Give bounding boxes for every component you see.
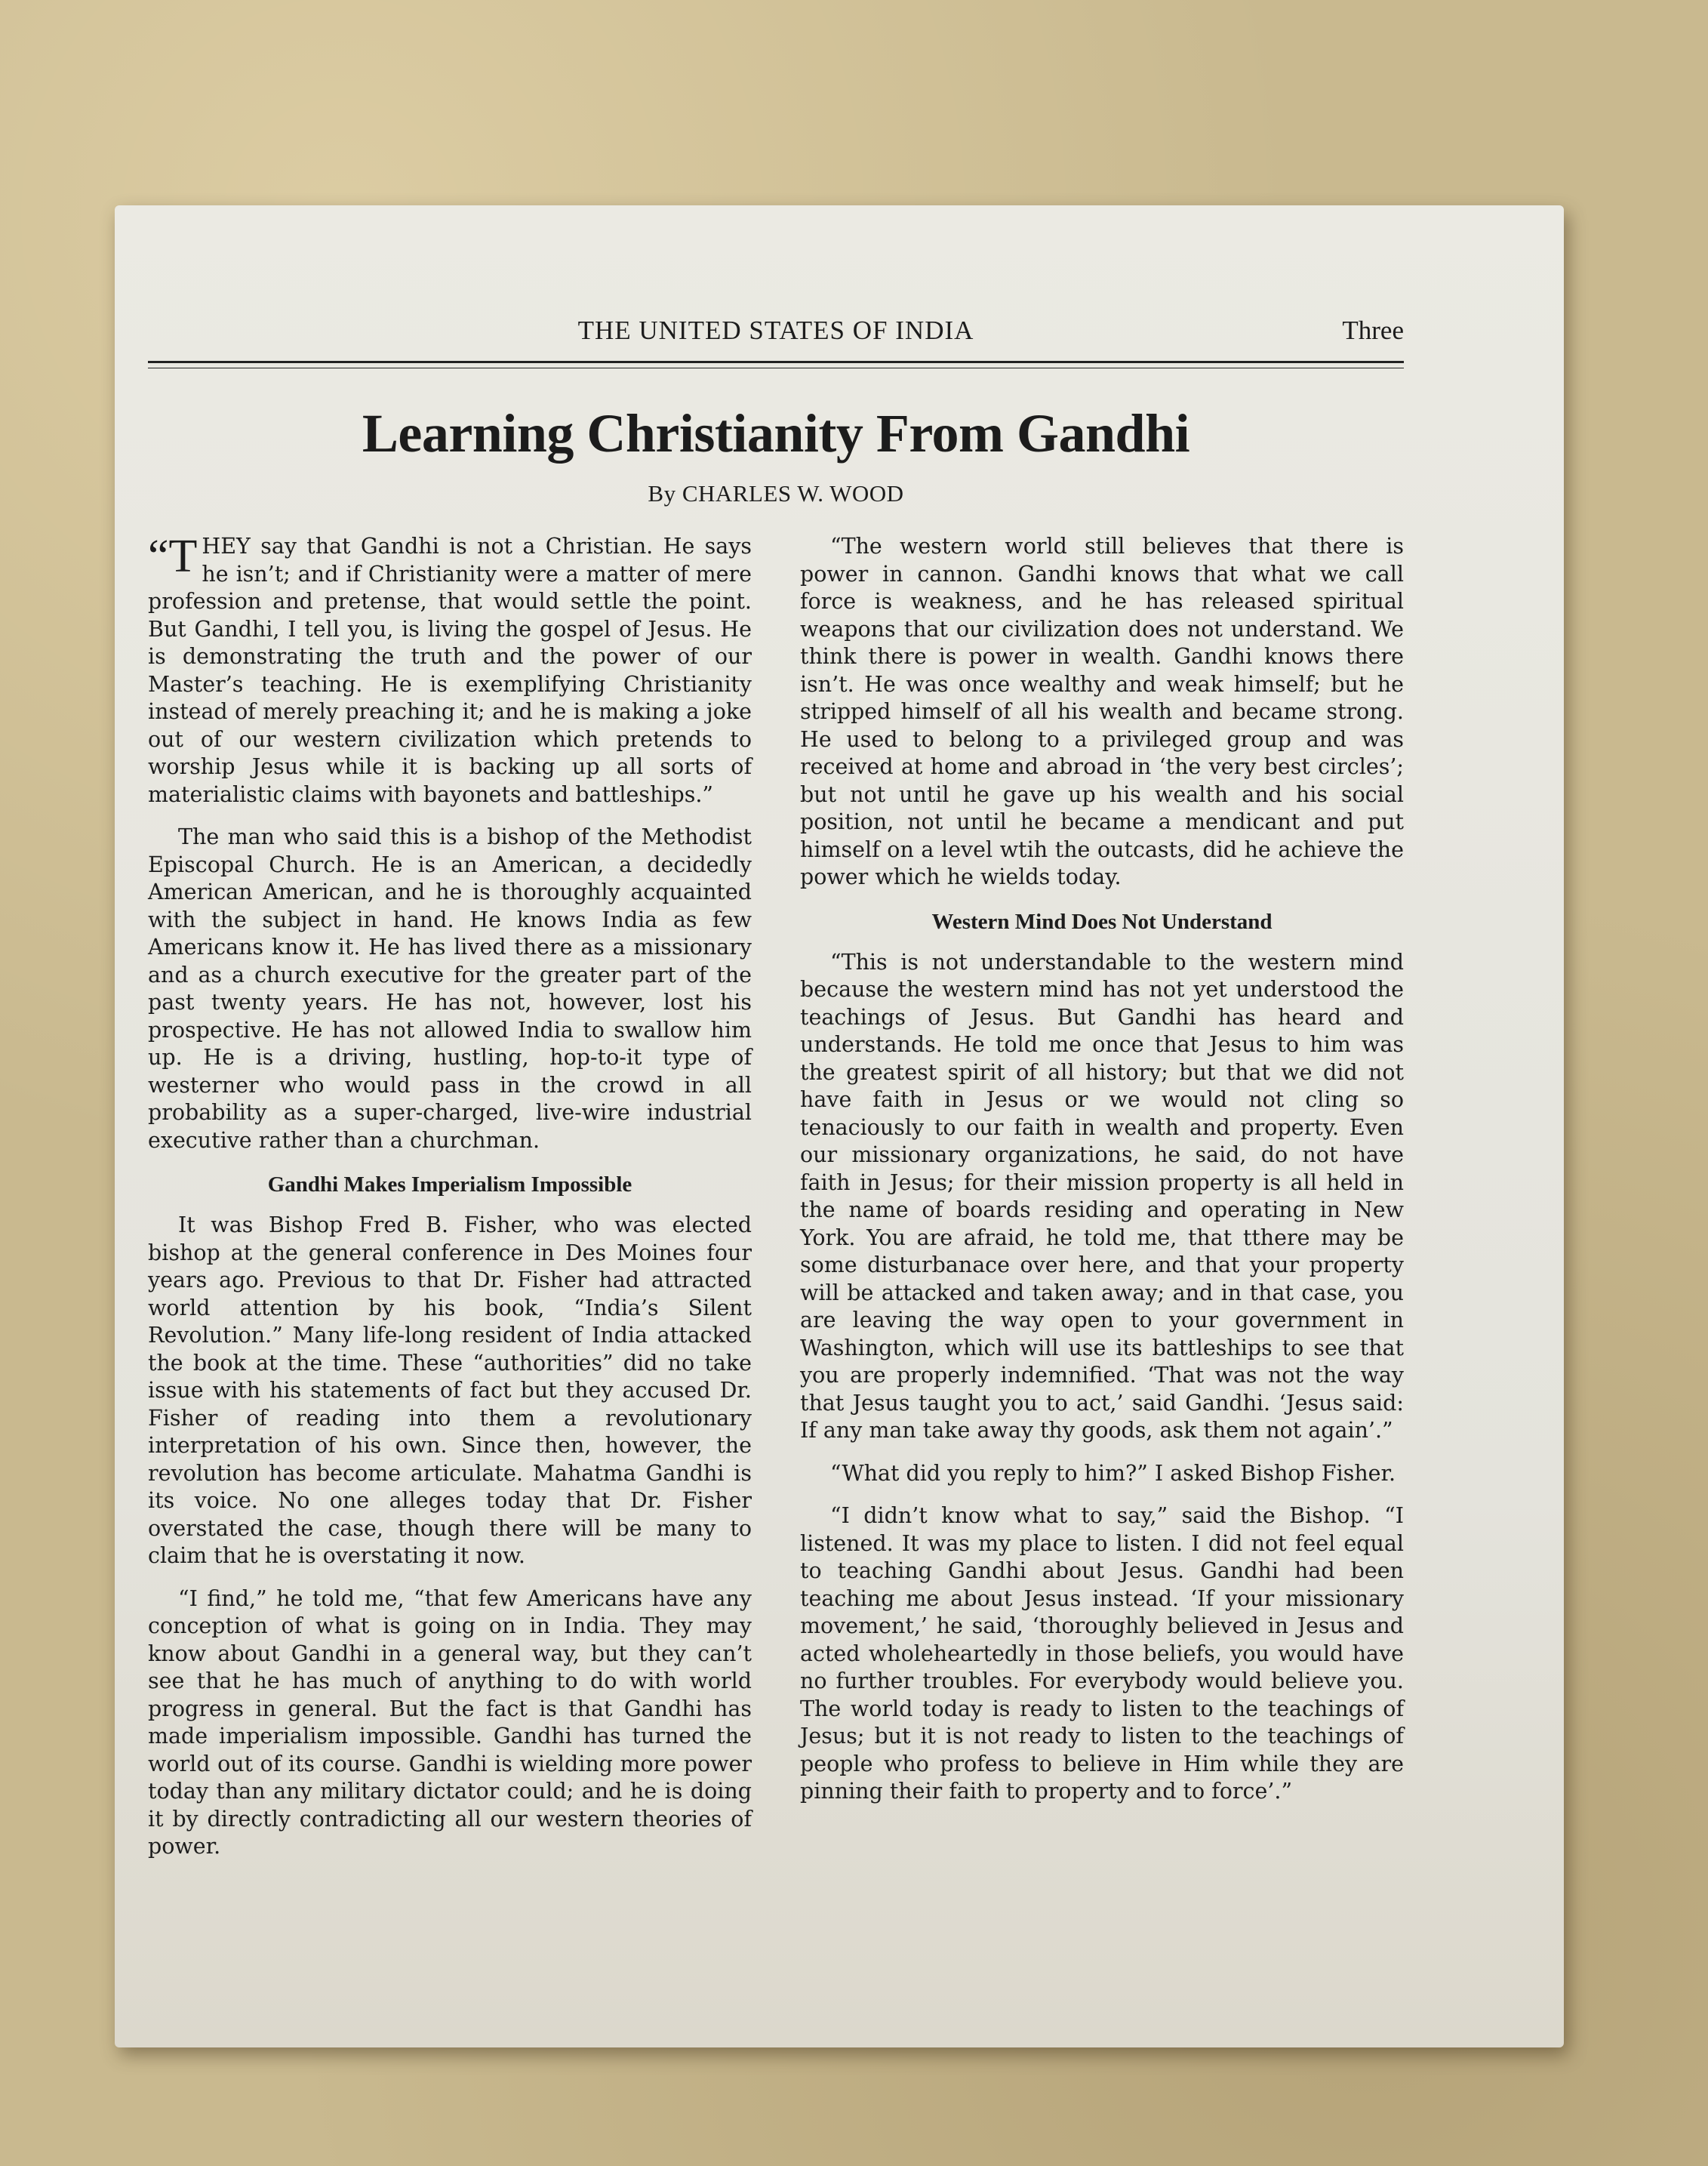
article-byline: By CHARLES W. WOOD <box>648 480 904 507</box>
right-column <box>800 533 1404 1861</box>
subheading: Gandhi Makes Imperialism Impossible <box>267 1172 632 1197</box>
header-rule <box>148 361 1404 368</box>
paragraph: “What did you reply to him?” I asked Bishop Fisher. <box>830 1460 1396 1486</box>
paragraph: The man who said this is a bishop of the Methodist Episcopal Church. He is an American, a decidedly American American, and he is thoroughly acquainted with the subject in hand. He knows India as few Americans know it. He has lived there as a missionary and as a church executive for the greater part of the past twenty years. He has not, however, lost his prospective. He has not allowed India to swallow him up. He is a driving, hustling, hop-to-it type of westerner who would pass in the crowd in all probability as a super-charged, live-wire industrial executive rather than a churchman. <box>148 824 752 1153</box>
paragraph: “This is not understandable to the western mind because the western mind has not yet understood the teachings of Jesus. But Gandhi has heard and understands. He told me once that Jesus to him was the greatest spirit of all history; but that we did not have faith in Jesus or we would not cling so tenaciously to our faith in wealth and property. Even our missionary organizations, he said, do not have faith in Jesus; for their mission property is all held in the name of boards residing and operating in New York. You are afraid, he told me, that tthere may be some disturbanace over here, and that your property will be attacked and taken away; and in that case, you are leaving the way open to your government in Washington, which will use its battleships to see that you are properly indemnified. ‘That was not the way that Jesus taught you to act,’ said Gandhi. ‘Jesus said: If any man take away thy goods, ask them not again’.” <box>800 949 1404 1443</box>
paragraph: “The western world still believes that there is power in cannon. Gandhi knows that what we call force is weakness, and he has released spiritual weapons that our civilization does not understand. We think there is power in wealth. Gandhi knows there isn’t. He was once wealthy and weak himself; but he stripped himself of all his wealth and became strong. He used to belong to a privileged group and was received at home and abroad in ‘the very best circles’; but not until he gave up his wealth and his social position, not until he became a mendicant and put himself on a level wtih the outcasts, did he achieve the power which he wields today. <box>800 534 1404 889</box>
running-title: THE UNITED STATES OF INDIA <box>577 316 974 345</box>
running-header <box>148 310 1404 370</box>
left-column <box>148 533 752 1861</box>
subheading: Western Mind Does Not Understand <box>931 909 1273 934</box>
page-content <box>148 310 1404 1861</box>
paragraph: “I didn’t know what to say,” said the Bishop. “I listened. It was my place to listen. I did not feel equal to teaching Gandhi about Jesus. Gandhi had been teaching me about Jesus instead. ‘If your missionary movement,’ he said, ‘thoroughly believed in Jesus and acted wholeheartedly in those beliefs, you would have no further troubles. For everybody would believe you. The world today is ready to listen to the teachings of Jesus; but it is not ready to listen to the teachings of people who profess to believe in Him while they are pinning their faith to property and to force’.” <box>800 1503 1404 1804</box>
paragraph <box>148 533 752 809</box>
paragraph: It was Bishop Fred B. Fisher, who was elected bishop at the general conference in Des Moines four years ago. Previous to that Dr. Fisher had attracted world attention by his book, “India’s Silent Revolution.” Many life-long resident of India attacked the book at the time. These “authorities” did no take issue with his statements of fact but they accused Dr. Fisher of reading into them a revolutionary interpretation of his own. Since then, however, the revolution has become articulate. Mahatma Gandhi is its voice. No one alleges today that Dr. Fisher overstated the case, though there will be many to claim that he is overstating it now. <box>148 1212 752 1568</box>
drop-cap: “T <box>148 531 198 582</box>
article-columns <box>148 533 1404 1861</box>
paragraph: “I find,” he told me, “that few Americans have any conception of what is going on in India. They may know about Gandhi in a general way, but they can’t see that he has much of anything to do with world progress in general. But the fact is that Gandhi has made imperialism impossible. Gandhi has turned the world out of its course. Gandhi is wielding more power today than any military dictator could; and he is doing it by directly contradicting all our western theories of power. <box>148 1585 752 1859</box>
article-title: Learning Christianity From Gandhi <box>362 403 1190 464</box>
page-number: Three <box>1342 316 1404 345</box>
paragraph-text: HEY say that Gandhi is not a Christian. He says he isn’t; and if Christianity were a matter of mere profession and pretense, that would settle the point. But Gandhi, I tell you, is living the gospel of Jesus. He is demonstrating the truth and the power of our Master’s teaching. He is exemplifying Christianity instead of merely preaching it; and he is making a joke out of our western civilization which pretends to worship Jesus while it is backing up all sorts of materialistic claims with bayonets and battleships.” <box>148 534 752 807</box>
